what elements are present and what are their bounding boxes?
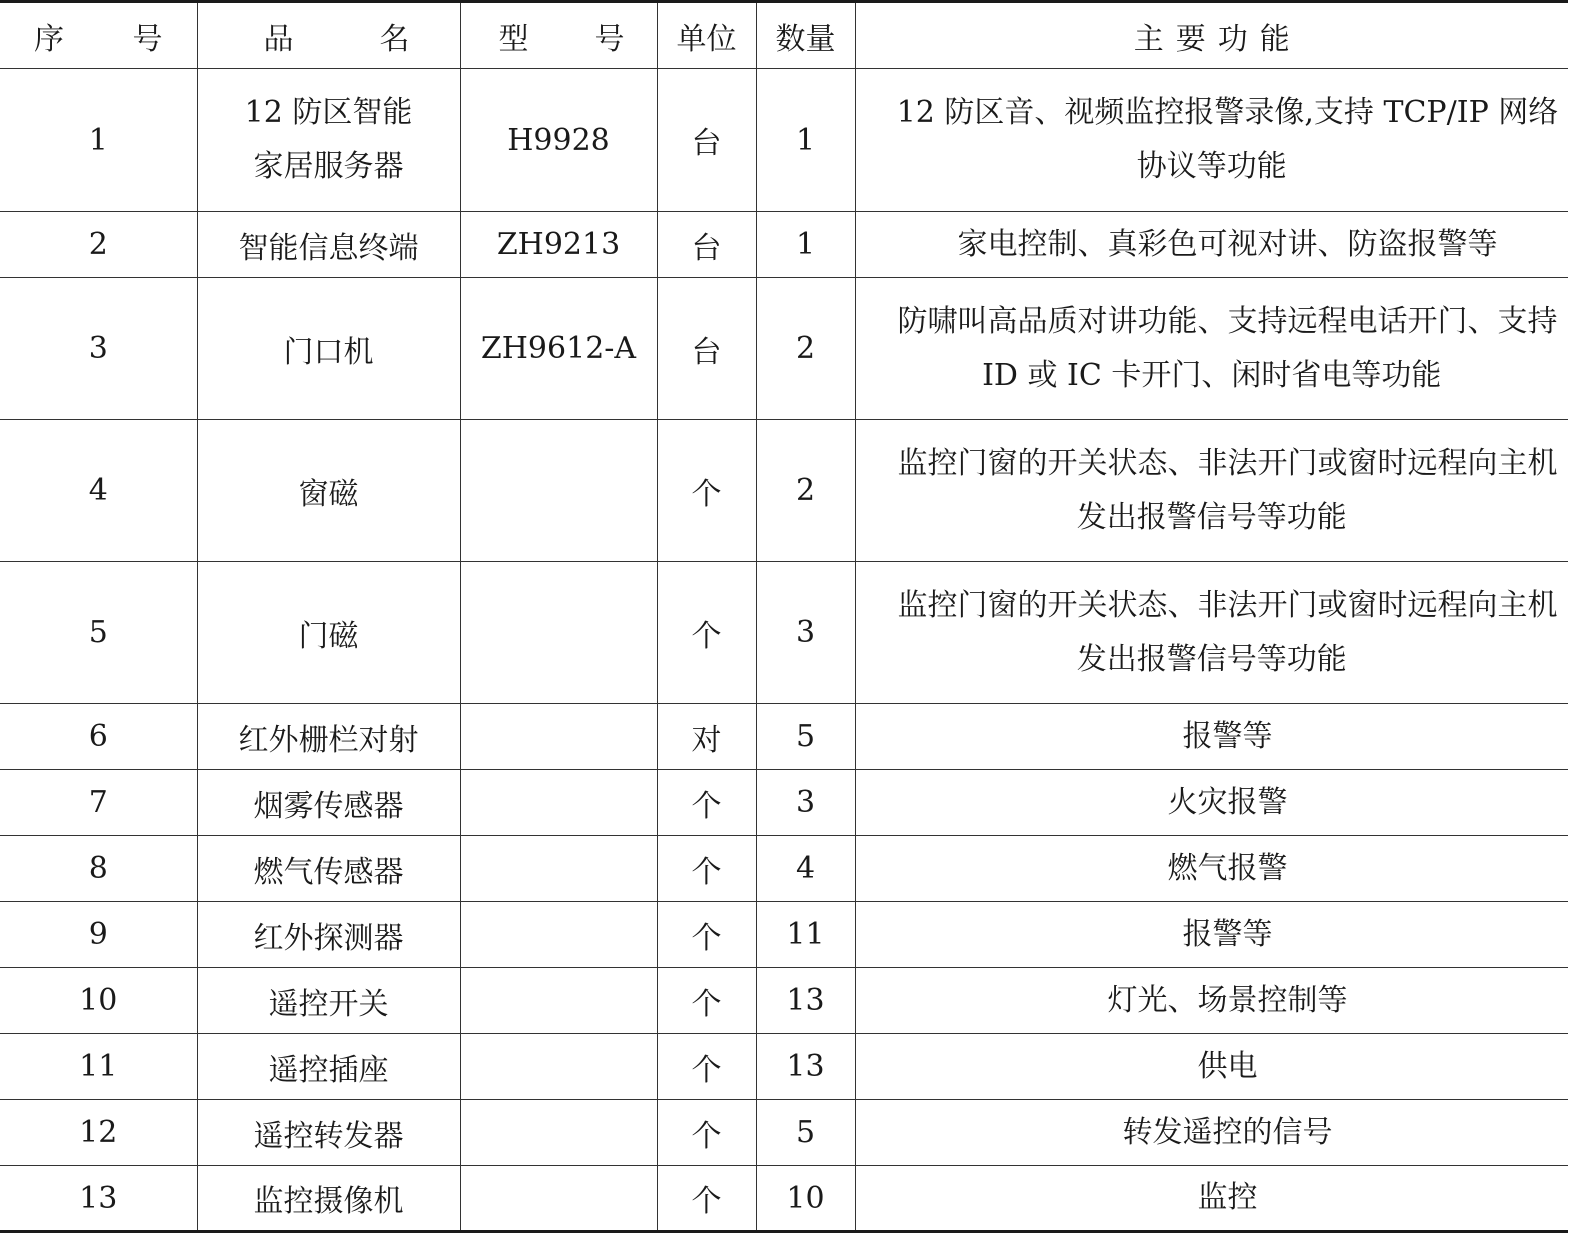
cell-unit: 台 (657, 212, 756, 278)
cell-model (460, 902, 657, 968)
cell-function: 监控门窗的开关状态、非法开门或窗时远程向主机发出报警信号等功能 (855, 420, 1568, 562)
cell-quantity: 4 (756, 836, 855, 902)
cell-index: 10 (0, 968, 197, 1034)
cell-function: 转发遥控的信号 (855, 1100, 1568, 1166)
cell-name: 红外探测器 (197, 902, 460, 968)
cell-model: ZH9213 (460, 212, 657, 278)
cell-unit: 个 (657, 1166, 756, 1232)
table-row (0, 420, 1568, 562)
cell-model (460, 1100, 657, 1166)
cell-index: 13 (0, 1166, 197, 1232)
cell-quantity: 5 (756, 1100, 855, 1166)
cell-name: 遥控转发器 (197, 1100, 460, 1166)
cell-quantity: 1 (756, 212, 855, 278)
cell-name: 遥控开关 (197, 968, 460, 1034)
cell-unit: 个 (657, 420, 756, 562)
cell-quantity: 2 (756, 278, 855, 420)
header-model: 型 号 (460, 2, 657, 69)
cell-function: 防啸叫高品质对讲功能、支持远程电话开门、支持 ID 或 IC 卡开门、闲时省电等功能 (855, 278, 1568, 420)
cell-function: 燃气报警 (855, 836, 1568, 902)
cell-model (460, 770, 657, 836)
table-row (0, 902, 1568, 968)
cell-index: 3 (0, 278, 197, 420)
cell-unit: 台 (657, 278, 756, 420)
cell-index: 1 (0, 69, 197, 212)
cell-quantity: 3 (756, 770, 855, 836)
table-row (0, 968, 1568, 1034)
header-function: 主 要 功 能 (855, 2, 1568, 69)
cell-model (460, 420, 657, 562)
cell-unit: 个 (657, 836, 756, 902)
cell-index: 7 (0, 770, 197, 836)
header-quantity: 数量 (756, 2, 855, 69)
cell-unit: 个 (657, 562, 756, 704)
cell-quantity: 11 (756, 902, 855, 968)
cell-function: 12 防区音、视频监控报警录像,支持 TCP/IP 网络协议等功能 (855, 69, 1568, 212)
cell-index: 2 (0, 212, 197, 278)
cell-model (460, 1166, 657, 1232)
cell-model (460, 836, 657, 902)
cell-function: 监控门窗的开关状态、非法开门或窗时远程向主机发出报警信号等功能 (855, 562, 1568, 704)
cell-name: 烟雾传感器 (197, 770, 460, 836)
cell-name: 窗磁 (197, 420, 460, 562)
cell-quantity: 2 (756, 420, 855, 562)
cell-name: 门口机 (197, 278, 460, 420)
cell-unit: 个 (657, 968, 756, 1034)
cell-model: ZH9612-A (460, 278, 657, 420)
cell-unit: 对 (657, 704, 756, 770)
cell-name: 遥控插座 (197, 1034, 460, 1100)
cell-quantity: 13 (756, 1034, 855, 1100)
table-row (0, 770, 1568, 836)
header-unit: 单位 (657, 2, 756, 69)
header-name: 品 名 (197, 2, 460, 69)
cell-function: 监控 (855, 1166, 1568, 1232)
table-row (0, 69, 1568, 212)
header-index: 序 号 (0, 2, 197, 69)
table-row (0, 562, 1568, 704)
cell-model (460, 968, 657, 1034)
table-row (0, 278, 1568, 420)
cell-name: 监控摄像机 (197, 1166, 460, 1232)
cell-index: 9 (0, 902, 197, 968)
cell-function: 灯光、场景控制等 (855, 968, 1568, 1034)
cell-index: 11 (0, 1034, 197, 1100)
cell-function: 供电 (855, 1034, 1568, 1100)
cell-function: 报警等 (855, 902, 1568, 968)
cell-name: 门磁 (197, 562, 460, 704)
table-row (0, 836, 1568, 902)
cell-model (460, 704, 657, 770)
header-row (0, 2, 1568, 69)
cell-index: 8 (0, 836, 197, 902)
cell-index: 12 (0, 1100, 197, 1166)
cell-function: 报警等 (855, 704, 1568, 770)
cell-model (460, 562, 657, 704)
cell-model (460, 1034, 657, 1100)
cell-quantity: 13 (756, 968, 855, 1034)
table-row (0, 1034, 1568, 1100)
cell-unit: 个 (657, 770, 756, 836)
cell-index: 5 (0, 562, 197, 704)
cell-unit: 个 (657, 1034, 756, 1100)
cell-quantity: 1 (756, 69, 855, 212)
table-row (0, 212, 1568, 278)
cell-quantity: 5 (756, 704, 855, 770)
cell-name: 12 防区智能家居服务器 (197, 69, 460, 212)
table-row (0, 704, 1568, 770)
cell-index: 6 (0, 704, 197, 770)
cell-unit: 个 (657, 1100, 756, 1166)
cell-name: 燃气传感器 (197, 836, 460, 902)
cell-index: 4 (0, 420, 197, 562)
cell-function: 家电控制、真彩色可视对讲、防盗报警等 (855, 212, 1568, 278)
cell-quantity: 3 (756, 562, 855, 704)
cell-quantity: 10 (756, 1166, 855, 1232)
cell-name: 智能信息终端 (197, 212, 460, 278)
cell-unit: 台 (657, 69, 756, 212)
cell-name: 红外栅栏对射 (197, 704, 460, 770)
cell-model: H9928 (460, 69, 657, 212)
cell-unit: 个 (657, 902, 756, 968)
table-row (0, 1100, 1568, 1166)
cell-function: 火灾报警 (855, 770, 1568, 836)
table-row (0, 1166, 1568, 1232)
